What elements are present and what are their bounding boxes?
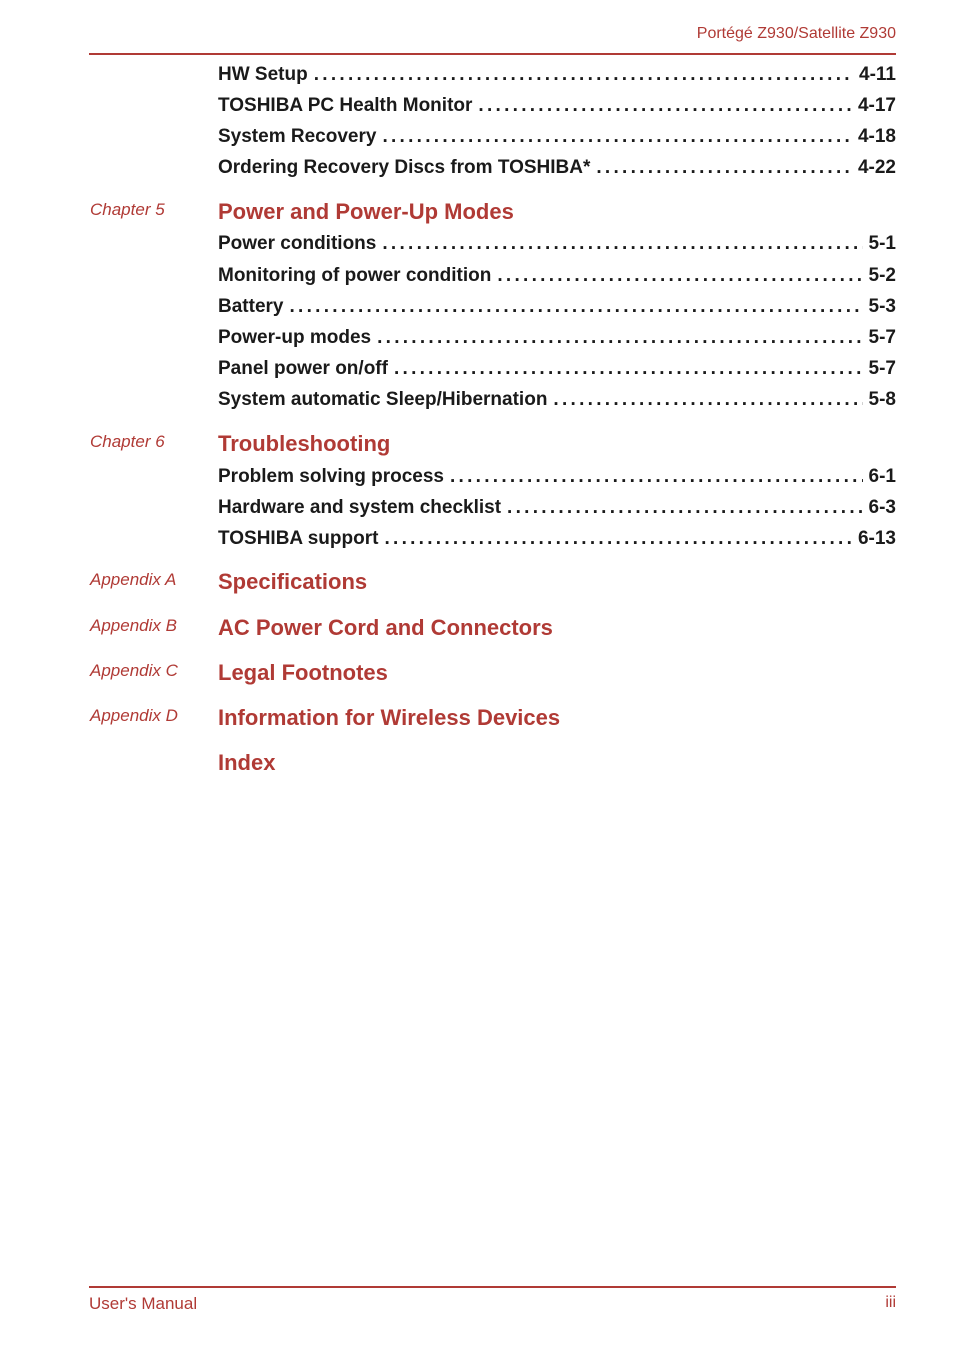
- chapter-5-label: Chapter 5: [90, 200, 165, 219]
- toc-entry-label: System automatic Sleep/Hibernation: [218, 389, 548, 410]
- toc-entry-label: TOSHIBA support: [218, 528, 379, 549]
- toc-entry-label: Hardware and system checklist: [218, 497, 502, 518]
- toc-leader-dots: [478, 94, 852, 118]
- toc-entry-label: Monitoring of power condition: [218, 265, 492, 286]
- toc-entry-label: Panel power on/off: [218, 358, 388, 379]
- toc-entry-label: Ordering Recovery Discs from TOSHIBA*: [218, 157, 591, 178]
- toc-entry-toshiba-support[interactable]: [218, 527, 896, 551]
- toc-entry-label: Power-up modes: [218, 327, 372, 348]
- toc-entry-label: TOSHIBA PC Health Monitor: [218, 95, 473, 116]
- toc-entry-label: HW Setup: [218, 64, 308, 85]
- toc-leader-dots: [596, 156, 852, 180]
- toc-entry-battery[interactable]: [218, 295, 896, 319]
- toc-entry-page: 5-2: [868, 265, 896, 286]
- toc-leader-dots: [497, 264, 862, 288]
- appendix-d-label: Appendix D: [90, 706, 178, 725]
- toc-entry-page: 6-1: [868, 466, 896, 487]
- toc-entry-page: 6-3: [868, 497, 896, 518]
- toc-entry-page: 5-1: [868, 233, 896, 254]
- toc-entry-page: 5-8: [868, 389, 896, 410]
- appendix-d-title[interactable]: Information for Wireless Devices: [218, 705, 561, 730]
- toc-entry-power-up-modes[interactable]: [218, 326, 896, 350]
- toc-leader-dots: [507, 496, 863, 520]
- toc-leader-dots: [382, 232, 862, 256]
- toc-entry-label: Battery: [218, 296, 284, 317]
- toc-entry-hardware-checklist[interactable]: [218, 496, 896, 520]
- header-rule: [89, 53, 896, 55]
- toc-leader-dots: [450, 465, 863, 489]
- page-number: iii: [885, 1294, 896, 1311]
- toc-leader-dots: [382, 125, 852, 149]
- toc-entry-sleep-hibernation[interactable]: [218, 388, 896, 412]
- toc-leader-dots: [384, 527, 852, 551]
- toc-entry-hw-setup[interactable]: [218, 63, 896, 87]
- toc-leader-dots: [377, 326, 862, 350]
- toc-entry-health-monitor[interactable]: [218, 94, 896, 118]
- appendix-c-title[interactable]: Legal Footnotes: [218, 660, 388, 685]
- toc-entry-page: 4-18: [857, 126, 896, 147]
- appendix-b-title[interactable]: AC Power Cord and Connectors: [218, 615, 553, 640]
- appendix-a-title[interactable]: Specifications: [218, 569, 368, 594]
- document-title: Portégé Z930/Satellite Z930: [696, 25, 896, 42]
- toc-leader-dots: [289, 295, 862, 319]
- toc-entry-panel-power[interactable]: [218, 357, 896, 381]
- toc-entry-page: 6-13: [857, 528, 896, 549]
- toc-entry-page: 5-3: [868, 296, 896, 317]
- toc-leader-dots: [314, 63, 853, 87]
- appendix-c-label: Appendix C: [90, 661, 178, 680]
- toc-entry-label: Problem solving process: [218, 466, 444, 487]
- toc-entry-label: Power conditions: [218, 233, 377, 254]
- toc-entry-system-recovery[interactable]: [218, 125, 896, 149]
- index-title[interactable]: Index: [218, 750, 276, 775]
- chapter-6-label: Chapter 6: [90, 432, 165, 451]
- toc-leader-dots: [394, 357, 863, 381]
- toc-entry-page: 5-7: [868, 327, 896, 348]
- chapter-6-title[interactable]: Troubleshooting: [218, 431, 391, 456]
- footer-rule: [89, 1286, 896, 1288]
- toc-entry-power-conditions[interactable]: [218, 232, 896, 256]
- toc-leader-dots: [553, 388, 862, 412]
- toc-entry-monitoring-power[interactable]: [218, 264, 896, 288]
- toc-entry-page: 4-11: [859, 64, 896, 85]
- toc-entry-page: 5-7: [868, 358, 896, 379]
- appendix-a-label: Appendix A: [90, 570, 177, 589]
- toc-entry-label: System Recovery: [218, 126, 377, 147]
- toc-entry-page: 4-17: [857, 95, 896, 116]
- chapter-5-title[interactable]: Power and Power-Up Modes: [218, 199, 514, 224]
- footer-manual-label: User's Manual: [89, 1294, 198, 1313]
- appendix-b-label: Appendix B: [90, 616, 177, 635]
- toc-entry-problem-solving[interactable]: [218, 465, 896, 489]
- toc-entry-page: 4-22: [857, 157, 896, 178]
- toc-entry-ordering-recovery-discs[interactable]: [218, 156, 896, 180]
